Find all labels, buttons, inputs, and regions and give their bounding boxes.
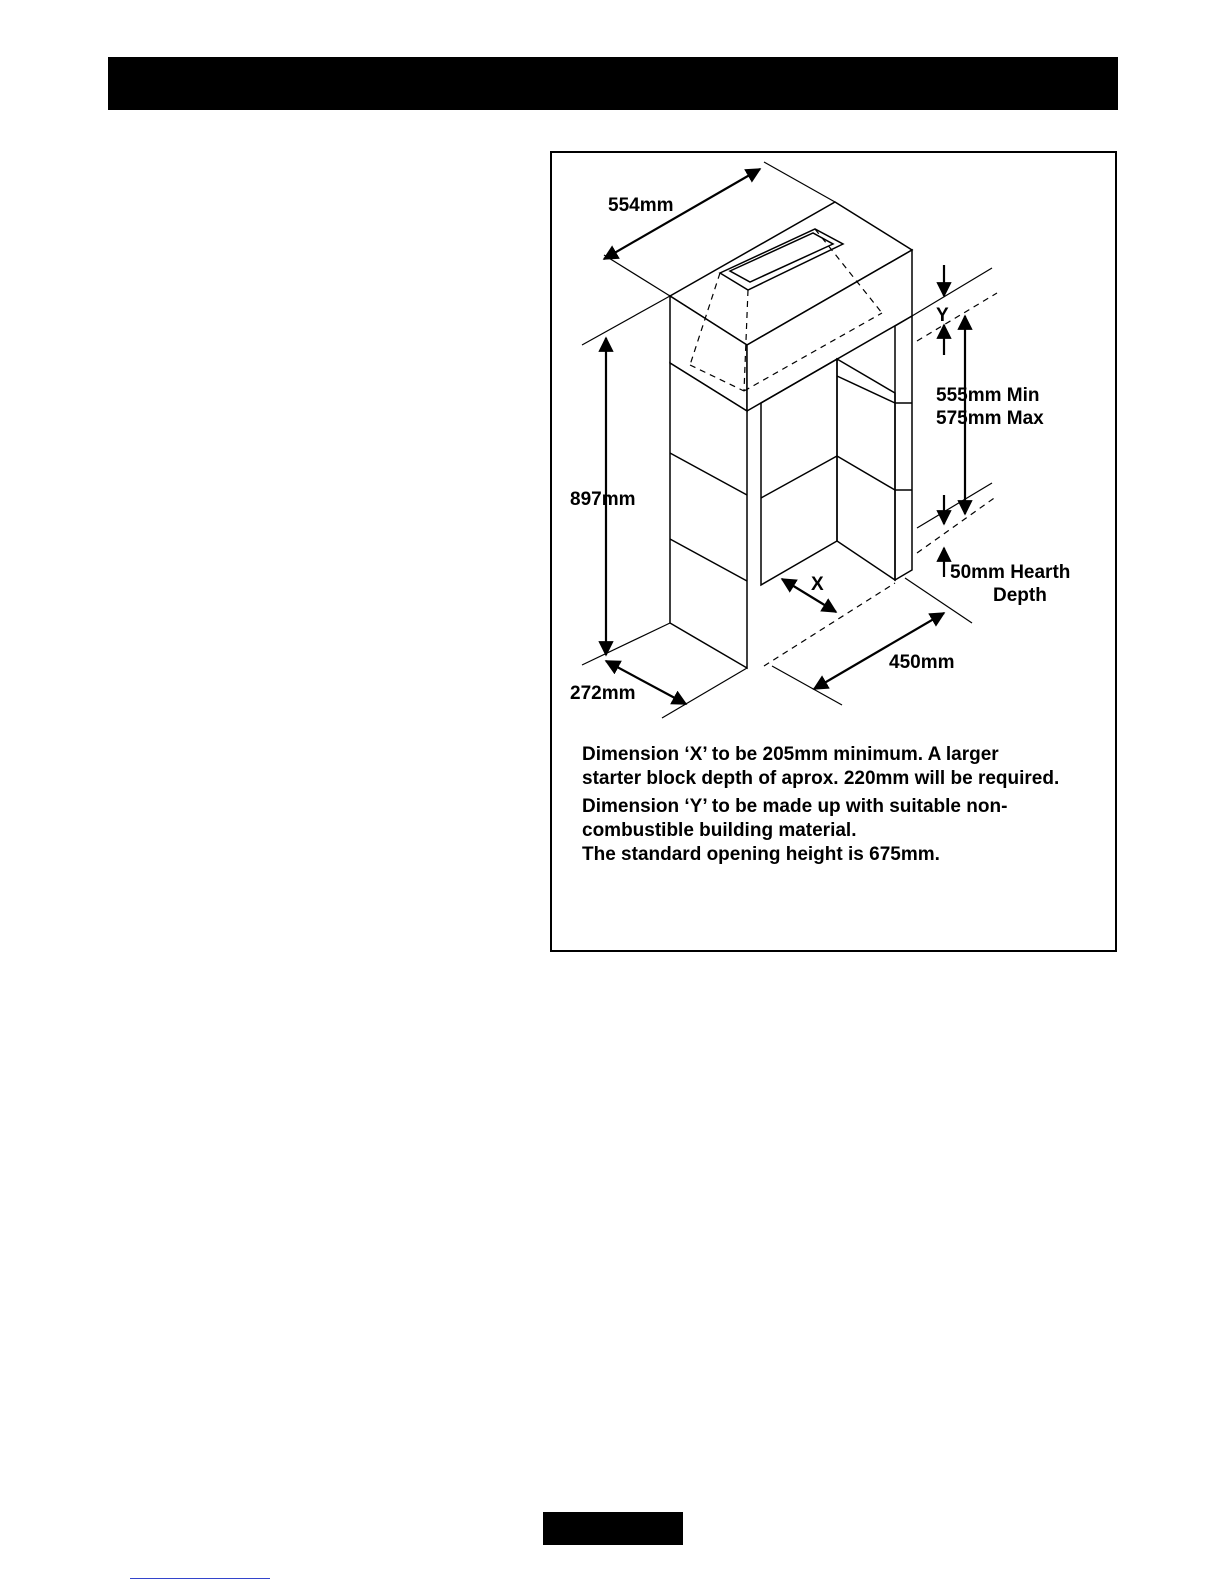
label-554mm: 554mm <box>608 195 674 216</box>
label-450mm: 450mm <box>889 652 955 673</box>
label-opening-max: 575mm Max <box>936 408 1044 429</box>
figure-notes <box>582 743 1117 867</box>
chamber-structure <box>670 202 912 668</box>
footer-link-line <box>130 1578 270 1579</box>
label-opening-min: 555mm Min <box>936 385 1040 406</box>
label-272mm: 272mm <box>570 683 636 704</box>
fireplace-dimension-figure <box>550 151 1117 952</box>
note-standard-height: The standard opening height is 675mm. <box>582 844 940 865</box>
header-bar <box>108 57 1118 110</box>
note-x-line2: starter block depth of aprox. 220mm will be required. <box>582 768 1060 789</box>
arrow-x <box>782 579 836 612</box>
label-x: X <box>811 574 824 595</box>
label-897mm: 897mm <box>570 489 636 510</box>
note-y-line2: combustible building material. <box>582 820 857 841</box>
page-number-tab <box>543 1512 683 1545</box>
arrow-450mm <box>814 613 944 689</box>
label-hearth-depth: 50mm Hearth <box>950 562 1071 583</box>
note-x-line1: Dimension ‘X’ to be 205mm minimum. A larger <box>582 744 999 765</box>
note-y-line1: Dimension ‘Y’ to be made up with suitable non- <box>582 796 1008 817</box>
label-hearth-depth-2: Depth <box>993 585 1047 606</box>
label-y: Y <box>936 305 949 326</box>
